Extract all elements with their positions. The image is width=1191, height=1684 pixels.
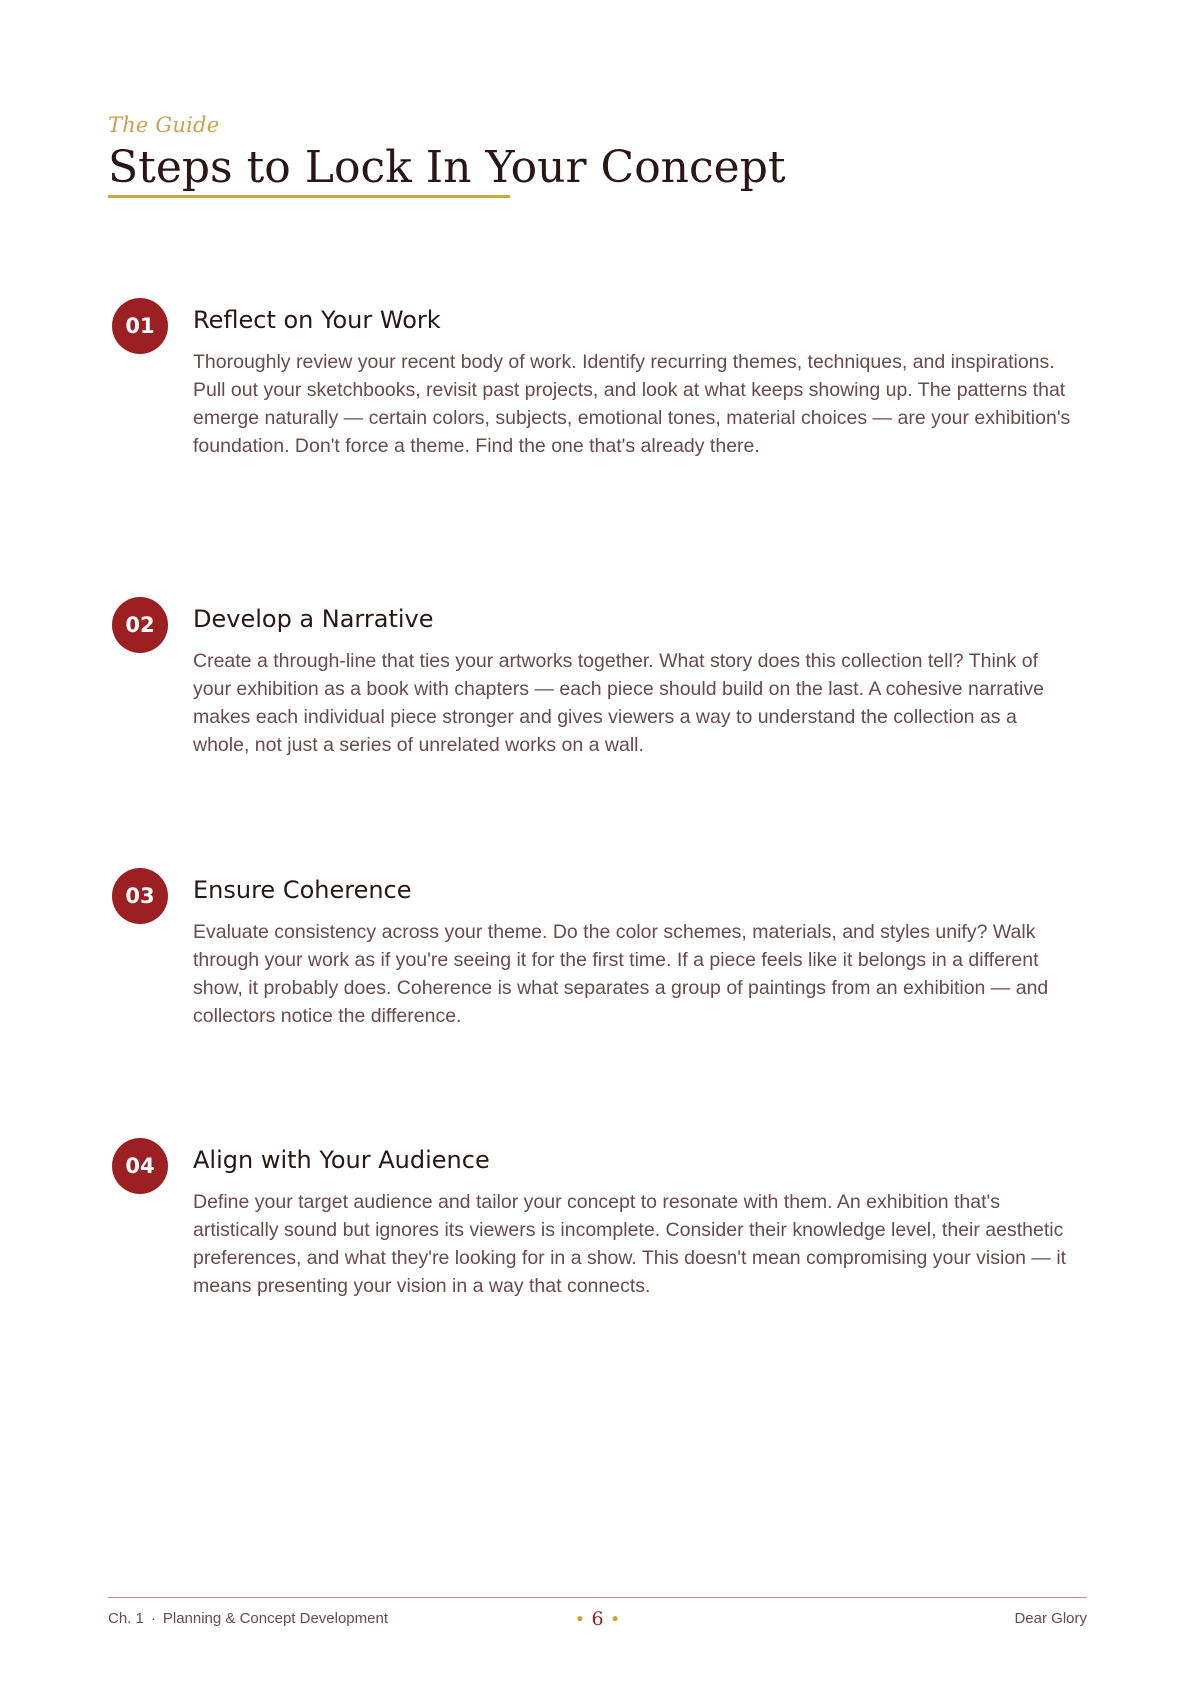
step-description: Thoroughly review your recent body of work. Identify recurring themes, techniques, and inspirations. Pull out your sketchbooks, revisit past projects, and look at what keeps showing up. The patterns that emerge naturally — certain colors, subjects, emotional tones, material choices — are your exhibition's foundation. Don't force a theme. Find the one that's already there. — [193, 351, 1071, 457]
dot-ornament-icon: ● — [576, 1611, 584, 1625]
step-number-badge: 01 — [112, 298, 168, 354]
footer-divider — [108, 1597, 1087, 1598]
page-number-group — [108, 1608, 1087, 1630]
step-number-badge: 04 — [112, 1138, 168, 1194]
eyebrow-label: The Guide — [108, 113, 220, 137]
step-title: Develop a Narrative — [193, 605, 434, 633]
step-number-badge: 02 — [112, 597, 168, 653]
footer-separator: · — [150, 1610, 156, 1627]
footer-chapter: Ch. 1 — [108, 1610, 144, 1627]
step-description: Evaluate consistency across your theme. Do the color schemes, materials, and styles unify? Walk through your work as if you're seeing it for the first time. If a piece feels like it belongs in a different show, it probably does. Coherence is what separates a group of paintings from an exhibition — and collectors notice the difference. — [193, 921, 1049, 1027]
footer-author: Dear Glory — [1014, 1610, 1087, 1627]
step-description: Define your target audience and tailor your concept to resonate with them. An exhibition that's artistically sound but ignores its viewers is incomplete. Consider their knowledge level, their aesthetic preferences, and what they're looking for in a show. This doesn't mean compromising your vision — it means presenting your vision in a way that connects. — [193, 1191, 1067, 1297]
step-title: Align with Your Audience — [193, 1146, 490, 1174]
page-number: 6 — [591, 1608, 604, 1630]
dot-ornament-icon: ● — [611, 1611, 619, 1625]
page-footer — [108, 1608, 1087, 1632]
page-title: Steps to Lock In Your Concept — [108, 142, 786, 193]
step-number-badge: 03 — [112, 868, 168, 924]
step-title: Reflect on Your Work — [193, 306, 441, 334]
step-title: Ensure Coherence — [193, 876, 412, 904]
step-description: Create a through-line that ties your artworks together. What story does this collection tell? Think of your exhibition as a book with chapters — each piece should build on the last. A cohesive narrative makes each individual piece stronger and gives viewers a way to understand the collection as a whole, not just a series of unrelated works on a wall. — [193, 650, 1044, 756]
footer-section: Planning & Concept Development — [162, 1610, 388, 1627]
title-underline — [108, 195, 510, 198]
